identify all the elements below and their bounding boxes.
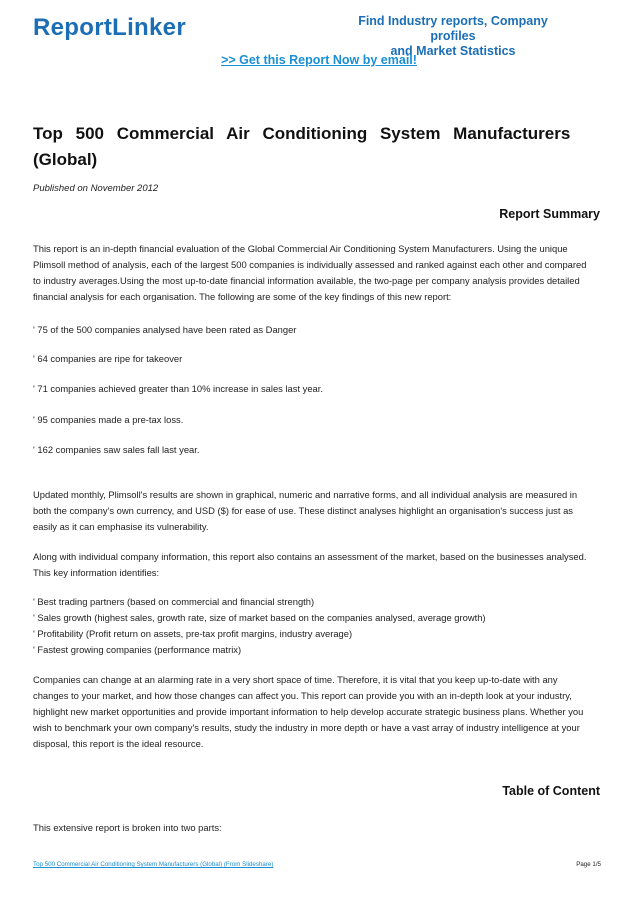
- finding-item: ' 64 companies are ripe for takeover: [33, 353, 183, 364]
- text-line: easily as it can emphasise its vulnerability.: [33, 521, 209, 532]
- reportlinker-logo[interactable]: ReportLinker: [33, 14, 186, 41]
- text-line: to industry averages.Using the most up-to-date financial information available, the two-page per company analysis provides detailed: [33, 275, 580, 286]
- list-item: ' Fastest growing companies (performance matrix): [33, 644, 242, 655]
- published-date: Published on November 2012: [33, 183, 159, 194]
- list-item: ' Best trading partners (based on commercial and financial strength): [33, 596, 315, 607]
- key-information-list: [33, 594, 605, 658]
- toc-intro: This extensive report is broken into two parts:: [33, 822, 222, 833]
- text-line: Companies can change at an alarming rate in a very short space of time. Therefore, it is vital that you keep up-to-date with any: [33, 674, 558, 685]
- get-report-email-link[interactable]: >> Get this Report Now by email!: [221, 53, 417, 67]
- finding-item: ' 95 companies made a pre-tax loss.: [33, 414, 184, 425]
- footer-source-link[interactable]: Top 500 Commercial Air Conditioning System Manufacturers (Global) (From Slideshare): [33, 861, 274, 868]
- page-number: Page 1/5: [576, 861, 601, 868]
- text-line: changes to your market, and how those changes can affect you. This report can provide you with an in-depth look at your industry,: [33, 690, 572, 701]
- text-line: This report is an in-depth financial evaluation of the Global Commercial Air Conditioning System Manufacturers. Using the unique: [33, 243, 568, 254]
- finding-item: ' 75 of the 500 companies analysed have been rated as Danger: [33, 324, 297, 335]
- market-assessment-paragraph: [33, 549, 605, 581]
- summary-intro-paragraph: [33, 241, 605, 305]
- text-line: highlight new market opportunities and provide important information to help develop accurate strategic business plans. Whether you: [33, 706, 584, 717]
- tagline-line-2: and Market Statistics: [390, 44, 516, 58]
- text-line: This key information identifies:: [33, 567, 160, 578]
- report-title: [33, 121, 601, 173]
- text-line: both the company's own currency, and USD ($) for ease of use. These distinct analyses highlight an organisation's success just as: [33, 505, 573, 516]
- text-line: Plimsoll method of analysis, each of the largest 500 companies is individually assessed and ranked against each other and compared: [33, 259, 587, 270]
- finding-item: ' 71 companies achieved greater than 10% increase in sales last year.: [33, 383, 323, 394]
- text-line: wish to benchmark your own company's results, study the industry in more depth or have a vast array of industry intelligence at your: [33, 722, 580, 733]
- text-line: disposal, this report is the ideal resource.: [33, 738, 204, 749]
- text-line: financial analysis for each organisation. The following are some of the key findings of this new report:: [33, 291, 452, 302]
- list-item: ' Profitability (Profit return on assets, pre-tax profit margins, industry average): [33, 628, 353, 639]
- report-title-line-2: (Global): [33, 150, 98, 169]
- report-summary-heading: Report Summary: [499, 207, 600, 221]
- list-item: ' Sales growth (highest sales, growth rate, size of market based on the companies analysed, average growth): [33, 612, 486, 623]
- tagline-line-1: Find Industry reports, Company profiles: [358, 14, 548, 43]
- report-title-line-1: Top 500 Commercial Air Conditioning System Manufacturers: [33, 124, 571, 143]
- updated-monthly-paragraph: [33, 487, 605, 535]
- text-line: Along with individual company information, this report also contains an assessment of the market, based on the businesses analysed.: [33, 551, 587, 562]
- table-of-content-heading: Table of Content: [502, 784, 600, 798]
- finding-item: ' 162 companies saw sales fall last year.: [33, 444, 200, 455]
- closing-paragraph: [33, 672, 605, 752]
- text-line: Updated monthly, Plimsoll's results are shown in graphical, numeric and narrative forms, and all individual analysis are measured in: [33, 489, 578, 500]
